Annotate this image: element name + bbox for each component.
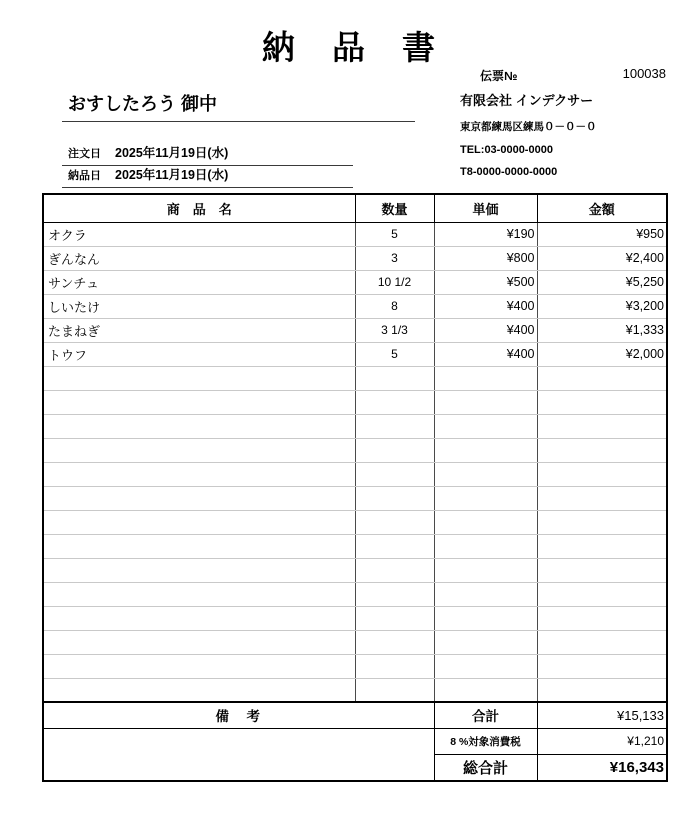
empty-cell <box>434 414 537 438</box>
header-quantity: 数量 <box>355 194 434 222</box>
cell-name: ぎんなん <box>43 246 355 270</box>
cell-name: しいたけ <box>43 294 355 318</box>
empty-cell <box>43 366 355 390</box>
empty-table-row <box>43 414 667 438</box>
table-header-row <box>43 194 667 222</box>
empty-table-row <box>43 486 667 510</box>
cell-amount: ¥2,000 <box>537 342 667 366</box>
remarks-box <box>43 728 434 781</box>
cell-amount: ¥950 <box>537 222 667 246</box>
empty-table-row <box>43 438 667 462</box>
empty-cell <box>355 366 434 390</box>
cell-qty: 5 <box>355 342 434 366</box>
grand-total-value: ¥16,343 <box>537 754 667 781</box>
empty-cell <box>355 654 434 678</box>
empty-cell <box>43 510 355 534</box>
cell-qty: 5 <box>355 222 434 246</box>
cell-name: サンチュ <box>43 270 355 294</box>
total-label: 合計 <box>434 702 537 728</box>
customer-name: おすしたろう 御中 <box>62 90 415 122</box>
empty-cell <box>355 678 434 702</box>
total-value: ¥15,133 <box>537 702 667 728</box>
empty-cell <box>537 558 667 582</box>
table-row <box>43 294 667 318</box>
empty-cell <box>434 390 537 414</box>
cell-qty: 3 1/3 <box>355 318 434 342</box>
table-row <box>43 270 667 294</box>
empty-cell <box>43 414 355 438</box>
company-info <box>460 90 597 178</box>
empty-cell <box>537 462 667 486</box>
empty-table-row <box>43 678 667 702</box>
empty-cell <box>537 366 667 390</box>
company-address: 東京都練馬区練馬０－０－０ <box>460 121 597 133</box>
items-table <box>42 193 668 782</box>
empty-cell <box>537 534 667 558</box>
empty-cell <box>434 630 537 654</box>
empty-cell <box>537 654 667 678</box>
empty-cell <box>355 510 434 534</box>
empty-cell <box>537 438 667 462</box>
empty-cell <box>537 582 667 606</box>
empty-cell <box>537 678 667 702</box>
empty-cell <box>43 390 355 414</box>
empty-table-row <box>43 558 667 582</box>
tax-value: ¥1,210 <box>537 728 667 754</box>
slip-number-value: 100038 <box>622 66 666 81</box>
order-date-label: 注文日 <box>68 148 101 160</box>
cell-qty: 8 <box>355 294 434 318</box>
empty-cell <box>355 534 434 558</box>
header-product-name: 商 品 名 <box>43 194 355 222</box>
page-title: 納 品 書 <box>262 29 437 66</box>
cell-unit_price: ¥500 <box>434 270 537 294</box>
cell-unit_price: ¥400 <box>434 294 537 318</box>
cell-qty: 3 <box>355 246 434 270</box>
cell-amount: ¥3,200 <box>537 294 667 318</box>
empty-cell <box>434 678 537 702</box>
tax-label: 8 %対象消費税 <box>434 728 537 754</box>
summary-row-total <box>43 702 667 728</box>
empty-table-row <box>43 630 667 654</box>
empty-cell <box>537 510 667 534</box>
slip-number-label: 伝票№ <box>480 69 518 83</box>
cell-unit_price: ¥400 <box>434 342 537 366</box>
table-row <box>43 342 667 366</box>
empty-table-row <box>43 654 667 678</box>
empty-cell <box>434 366 537 390</box>
empty-table-row <box>43 582 667 606</box>
empty-cell <box>355 606 434 630</box>
empty-cell <box>434 654 537 678</box>
empty-cell <box>355 486 434 510</box>
cell-amount: ¥1,333 <box>537 318 667 342</box>
cell-amount: ¥2,400 <box>537 246 667 270</box>
empty-cell <box>434 606 537 630</box>
empty-cell <box>434 534 537 558</box>
empty-cell <box>537 390 667 414</box>
order-date-row <box>62 142 353 166</box>
empty-cell <box>355 438 434 462</box>
company-registration-number: T8-0000-0000-0000 <box>460 166 558 178</box>
company-tel: TEL:03-0000-0000 <box>460 144 553 156</box>
empty-cell <box>43 438 355 462</box>
empty-cell <box>434 462 537 486</box>
empty-cell <box>43 534 355 558</box>
order-date-value: 2025年11月19日(水) <box>115 146 229 160</box>
cell-name: トウフ <box>43 342 355 366</box>
cell-unit_price: ¥190 <box>434 222 537 246</box>
empty-cell <box>43 606 355 630</box>
empty-cell <box>355 414 434 438</box>
empty-table-row <box>43 534 667 558</box>
cell-amount: ¥5,250 <box>537 270 667 294</box>
empty-cell <box>355 558 434 582</box>
empty-cell <box>355 390 434 414</box>
empty-cell <box>43 678 355 702</box>
delivery-date-row <box>62 164 353 188</box>
empty-cell <box>43 486 355 510</box>
empty-cell <box>43 462 355 486</box>
cell-unit_price: ¥400 <box>434 318 537 342</box>
company-name: 有限会社 インデクサー <box>460 93 594 108</box>
empty-table-row <box>43 366 667 390</box>
empty-cell <box>43 630 355 654</box>
empty-table-row <box>43 462 667 486</box>
cell-name: たまねぎ <box>43 318 355 342</box>
table-row <box>43 246 667 270</box>
cell-qty: 10 1/2 <box>355 270 434 294</box>
empty-cell <box>537 414 667 438</box>
grand-total-label: 総合計 <box>434 754 537 781</box>
empty-cell <box>537 486 667 510</box>
cell-unit_price: ¥800 <box>434 246 537 270</box>
empty-cell <box>355 582 434 606</box>
empty-cell <box>537 630 667 654</box>
empty-cell <box>43 582 355 606</box>
empty-cell <box>434 510 537 534</box>
delivery-date-label: 納品日 <box>68 170 101 182</box>
empty-cell <box>434 486 537 510</box>
empty-cell <box>43 558 355 582</box>
empty-table-row <box>43 510 667 534</box>
summary-row-tax <box>43 728 667 754</box>
table-row <box>43 318 667 342</box>
header-unit-price: 単価 <box>434 194 537 222</box>
empty-cell <box>434 582 537 606</box>
empty-cell <box>537 606 667 630</box>
table-row <box>43 222 667 246</box>
empty-table-row <box>43 390 667 414</box>
empty-cell <box>355 462 434 486</box>
empty-cell <box>434 558 537 582</box>
empty-cell <box>434 438 537 462</box>
remarks-label: 備 考 <box>43 702 434 728</box>
empty-cell <box>355 630 434 654</box>
empty-table-row <box>43 606 667 630</box>
delivery-date-value: 2025年11月19日(水) <box>115 168 229 182</box>
header-amount: 金額 <box>537 194 667 222</box>
cell-name: オクラ <box>43 222 355 246</box>
empty-cell <box>43 654 355 678</box>
